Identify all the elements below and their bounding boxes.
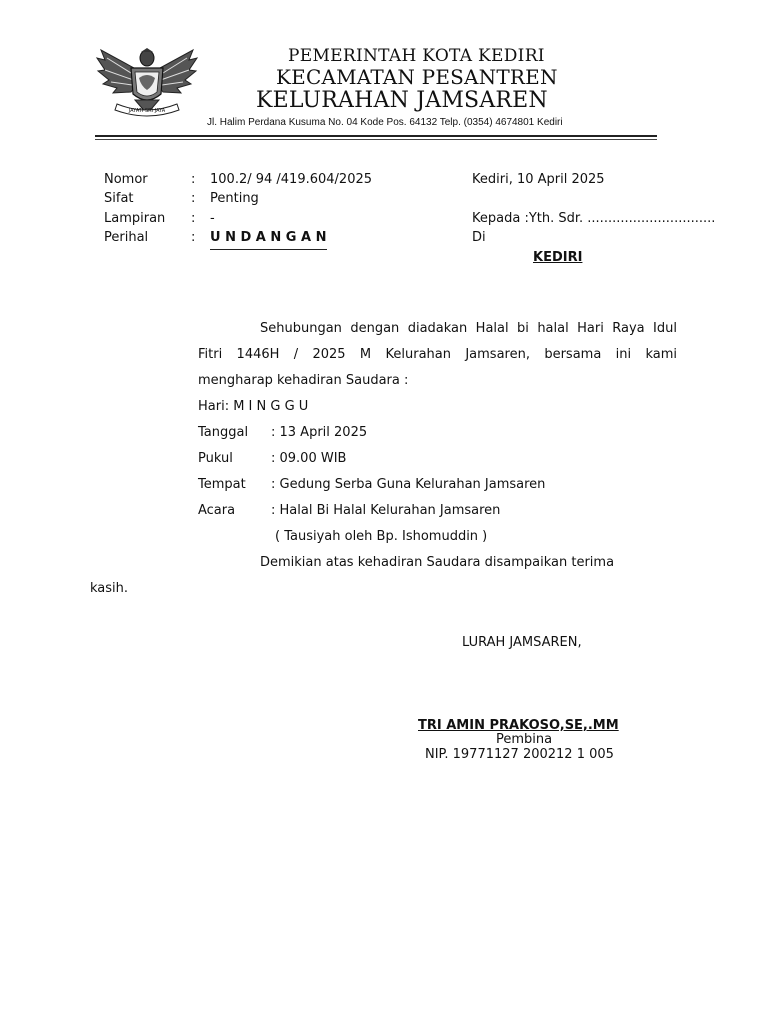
garuda-emblem-icon xyxy=(95,44,199,122)
sifat-value: Penting xyxy=(210,191,259,206)
letter-date: Kediri, 10 April 2025 xyxy=(472,172,605,187)
nomor-value: 100.2/ 94 /419.604/2025 xyxy=(210,172,373,187)
svg-text:JAYATI SRI JAYA: JAYATI SRI JAYA xyxy=(128,108,166,114)
recipient-kepada: Kepada :Yth. Sdr. ............................... xyxy=(472,211,716,226)
perihal-colon: : xyxy=(191,230,196,245)
event-time-value: : 09.00 WIB xyxy=(271,451,347,466)
signature-title: LURAH JAMSAREN, xyxy=(462,635,582,650)
event-date-value: : 13 April 2025 xyxy=(271,425,368,440)
lampiran-label: Lampiran xyxy=(104,211,166,226)
event-date-label: Tanggal xyxy=(198,425,249,440)
signature-nip: NIP. 19771127 200212 1 005 xyxy=(425,747,614,762)
signature-name: TRI AMIN PRAKOSO,SE,.MM xyxy=(418,718,619,733)
letterhead-rule-thick xyxy=(95,135,657,137)
perihal-label: Perihal xyxy=(104,230,149,245)
perihal-underline xyxy=(210,249,327,250)
event-place-value: : Gedung Serba Guna Kelurahan Jamsaren xyxy=(271,477,546,492)
letterhead-address: Jl. Halim Perdana Kusuma No. 04 Kode Pos. 64132 Telp. (0354) 4674801 Kediri xyxy=(207,117,563,128)
event-day: Hari: M I N G G U xyxy=(198,399,309,414)
letterhead-line3: KELURAHAN JAMSAREN xyxy=(256,88,548,113)
event-agenda-value: : Halal Bi Halal Kelurahan Jamsaren xyxy=(271,503,501,518)
letterhead-line1: PEMERINTAH KOTA KEDIRI xyxy=(288,46,545,66)
lampiran-colon: : xyxy=(191,211,196,226)
sifat-colon: : xyxy=(191,191,196,206)
letterhead-line2: KECAMATAN PESANTREN xyxy=(276,65,558,89)
sifat-label: Sifat xyxy=(104,191,134,206)
perihal-value: U N D A N G A N xyxy=(210,230,327,245)
lampiran-value: - xyxy=(210,211,215,226)
event-time-label: Pukul xyxy=(198,451,233,466)
recipient-city: KEDIRI xyxy=(533,250,583,265)
body-para1-line1-text: Sehubungan dengan diadakan Halal bi halal Hari Raya Idul xyxy=(260,321,677,336)
signature-rank: Pembina xyxy=(496,732,553,747)
nomor-colon: : xyxy=(191,172,196,187)
closing-line2: kasih. xyxy=(90,581,129,596)
closing-line1: Demikian atas kehadiran Saudara disampaikan terima xyxy=(260,555,615,570)
body-para1-line2: Fitri 1446H / 2025 M Kelurahan Jamsaren, bersama ini kami xyxy=(198,347,677,362)
body-para1-line3: mengharap kehadiran Saudara : xyxy=(198,373,409,388)
recipient-di: Di xyxy=(472,230,486,245)
nomor-label: Nomor xyxy=(104,172,148,187)
letterhead-rule-thin xyxy=(95,139,657,140)
body-para1-line1 xyxy=(198,321,677,336)
event-agenda-note: ( Tausiyah oleh Bp. Ishomuddin ) xyxy=(275,529,488,544)
event-place-label: Tempat xyxy=(198,477,246,492)
event-agenda-label: Acara xyxy=(198,503,236,518)
